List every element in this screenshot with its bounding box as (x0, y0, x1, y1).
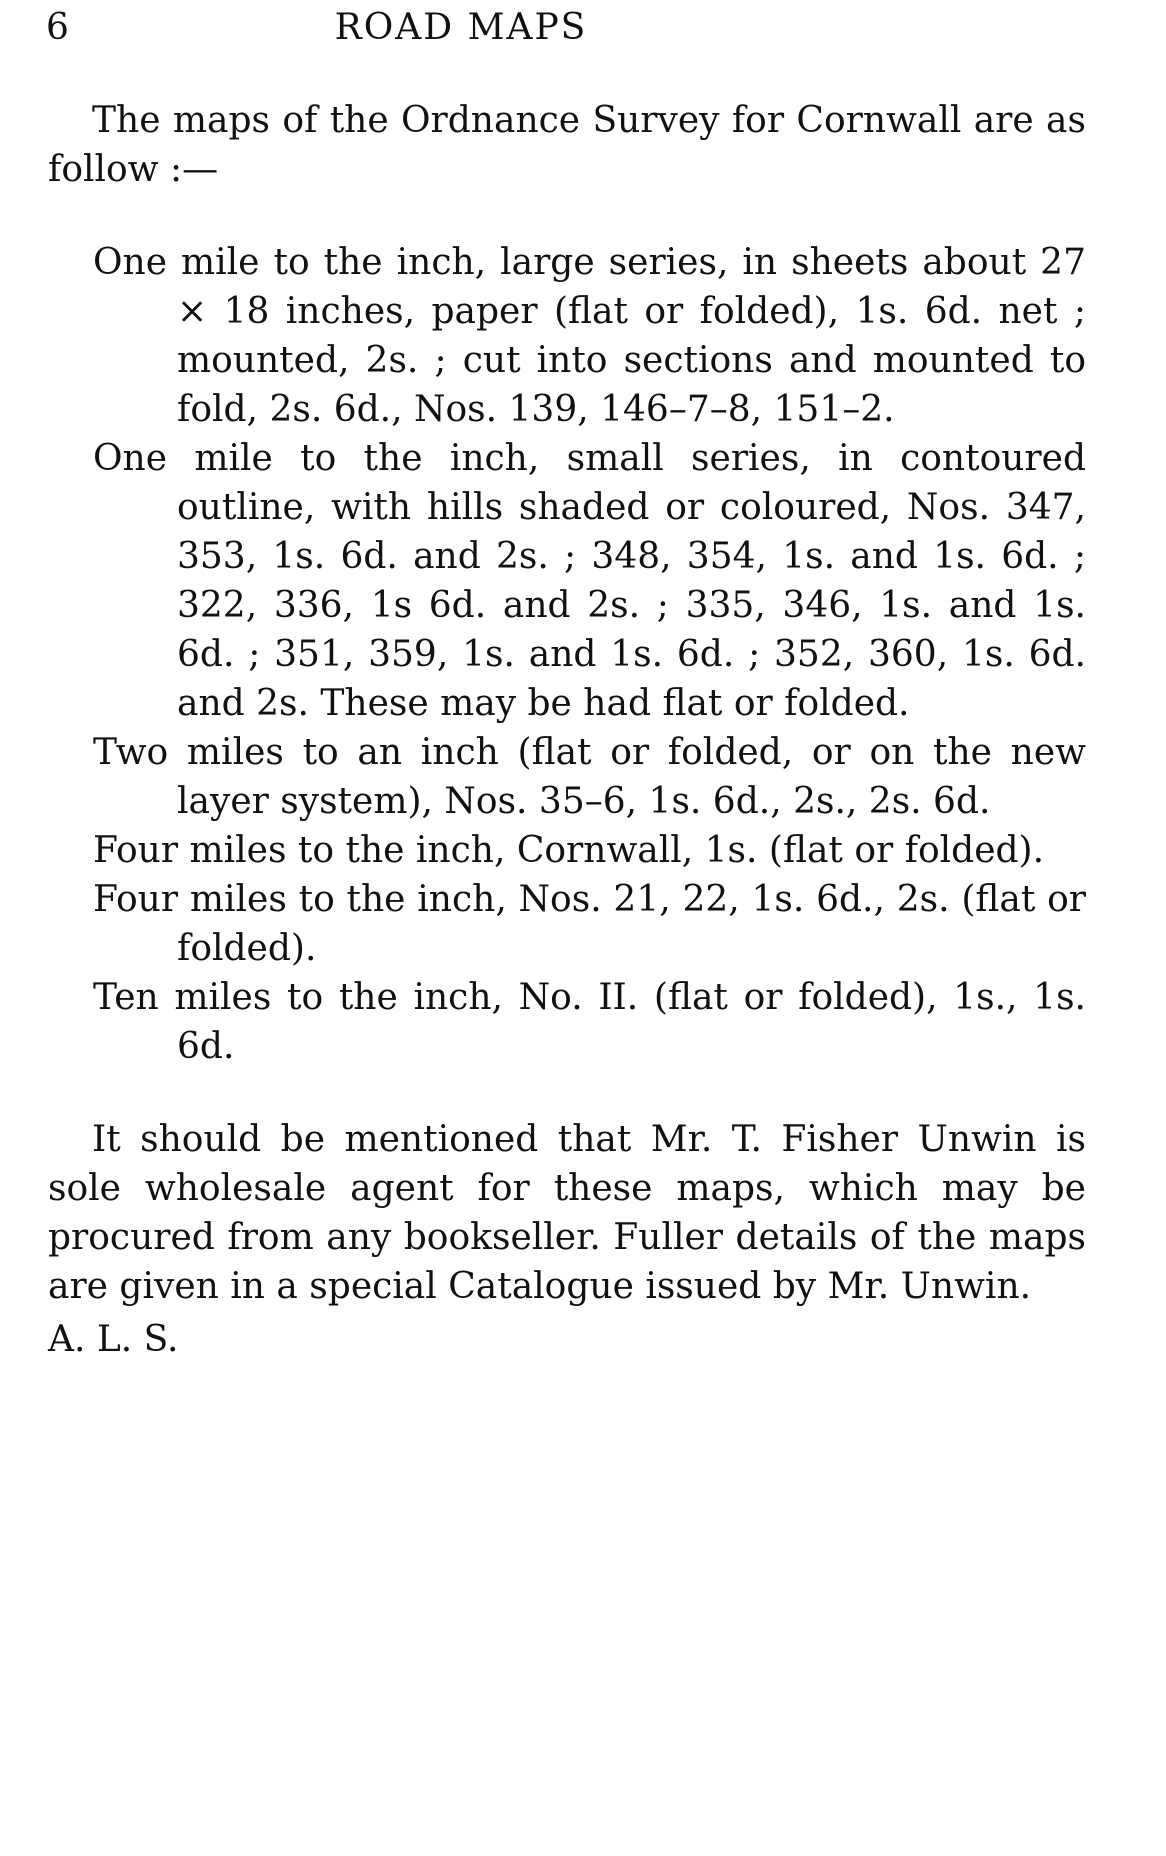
page-number: 6 (46, 7, 69, 48)
map-entry-one-mile-large: One mile to the inch, large series, in sheets about 27 × 18 inches, paper (flat or folded), 1s. 6d. net ; mounted, 2s. ; cut into sections and mounted to fold, 2s. 6d., Nos. 139, 146–7–8, 151–2. (93, 242, 1086, 430)
intro-paragraph: The maps of the Ordnance Survey for Cornwall are as follow :— (48, 100, 1086, 190)
map-entry-four-miles-nos: Four miles to the inch, Nos. 21, 22, 1s. 6d., 2s. (flat or folded). (93, 879, 1086, 969)
page-body (48, 96, 1086, 1364)
map-entry-two-miles: Two miles to an inch (flat or folded, or on the new layer system), Nos. 35–6, 1s. 6d., 2s., 2s. 6d. (93, 732, 1086, 822)
map-entry-one-mile-small: One mile to the inch, small series, in contoured outline, with hills shaded or coloured, Nos. 347, 353, 1s. 6d. and 2s. ; 348, 354, 1s. and 1s. 6d. ; 322, 336, 1s 6d. and 2s. ; 335, 346, 1s. and 1s. 6d. ; 351, 359, 1s. and 1s. 6d. ; 352, 360, 1s. 6d. and 2s. These may be had flat or folded. (93, 438, 1086, 724)
signature: A. L. S. (48, 1319, 179, 1360)
map-entry-four-miles-cornwall: Four miles to the inch, Cornwall, 1s. (flat or folded). (93, 830, 1045, 871)
map-list (48, 238, 1086, 1071)
map-entry-ten-miles: Ten miles to the inch, No. II. (flat or folded), 1s., 1s. 6d. (93, 977, 1086, 1067)
running-title: ROAD MAPS (334, 7, 588, 48)
page-header (46, 6, 1086, 50)
closing-paragraph: It should be mentioned that Mr. T. Fisher Unwin is sole wholesale agent for these maps, which may be procured from any bookseller. Fuller details of the maps are given in a special Catalogue issued by Mr. Unwin. (48, 1119, 1086, 1307)
